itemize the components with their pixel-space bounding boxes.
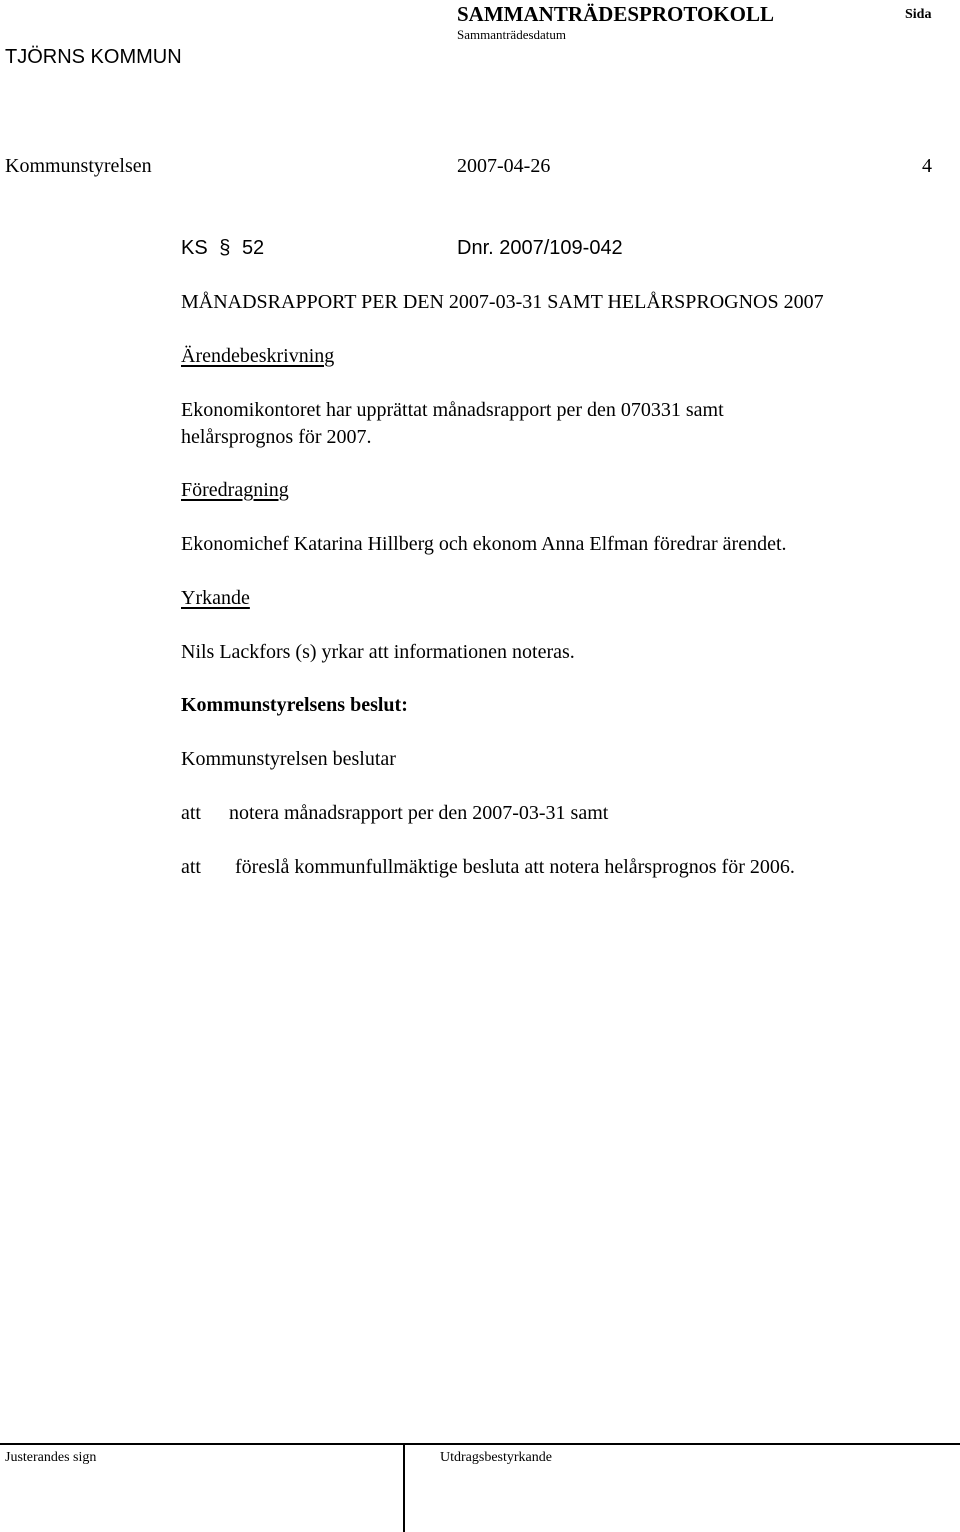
arendebeskrivning-line-2: helårsprognos för 2007.	[181, 426, 372, 448]
document-title: SAMMANTRÄDESPROTOKOLL	[457, 2, 774, 26]
section-sign: §	[219, 237, 231, 259]
case-reference	[181, 236, 264, 260]
page-label: Sida	[905, 7, 932, 22]
beslut-intro: Kommunstyrelsen beslutar	[181, 748, 396, 770]
footer-justerandes-sign: Justerandes sign	[5, 1450, 97, 1465]
yrkande-text: Nils Lackfors (s) yrkar att informationen noteras.	[181, 641, 575, 663]
case-heading: MÅNADSRAPPORT PER DEN 2007-03-31 SAMT HELÅRSPROGNOS 2007	[181, 291, 824, 313]
decision-2-prefix: att	[181, 856, 201, 878]
decision-2-text: föreslå kommunfullmäktige besluta att notera helårsprognos för 2006.	[235, 856, 795, 878]
footer-utdragsbestyrkande: Utdragsbestyrkande	[440, 1450, 552, 1465]
decision-1-text: notera månadsrapport per den 2007-03-31 samt	[229, 802, 609, 824]
meeting-date: 2007-04-26	[457, 155, 551, 177]
yrkande-heading: Yrkande	[181, 587, 250, 609]
page-number: 4	[922, 155, 932, 177]
arendebeskrivning-line-1: Ekonomikontoret har upprättat månadsrapport per den 070331 samt	[181, 399, 724, 421]
ks-label: KS	[181, 237, 208, 259]
foredragning-heading: Föredragning	[181, 479, 289, 501]
meeting-body: Kommunstyrelsen	[5, 155, 152, 177]
beslut-heading: Kommunstyrelsens beslut:	[181, 694, 408, 716]
ks-number: 52	[241, 237, 265, 259]
foredragning-text: Ekonomichef Katarina Hillberg och ekonom Anna Elfman föredrar ärendet.	[181, 533, 787, 555]
decision-1-prefix: att	[181, 802, 201, 824]
organization-name: TJÖRNS KOMMUN	[5, 46, 182, 68]
footer-divider	[0, 1443, 960, 1445]
date-label: Sammanträdesdatum	[457, 27, 567, 42]
dnr: Dnr. 2007/109-042	[457, 237, 623, 259]
footer-column-divider	[403, 1443, 405, 1532]
arendebeskrivning-heading: Ärendebeskrivning	[181, 345, 335, 367]
